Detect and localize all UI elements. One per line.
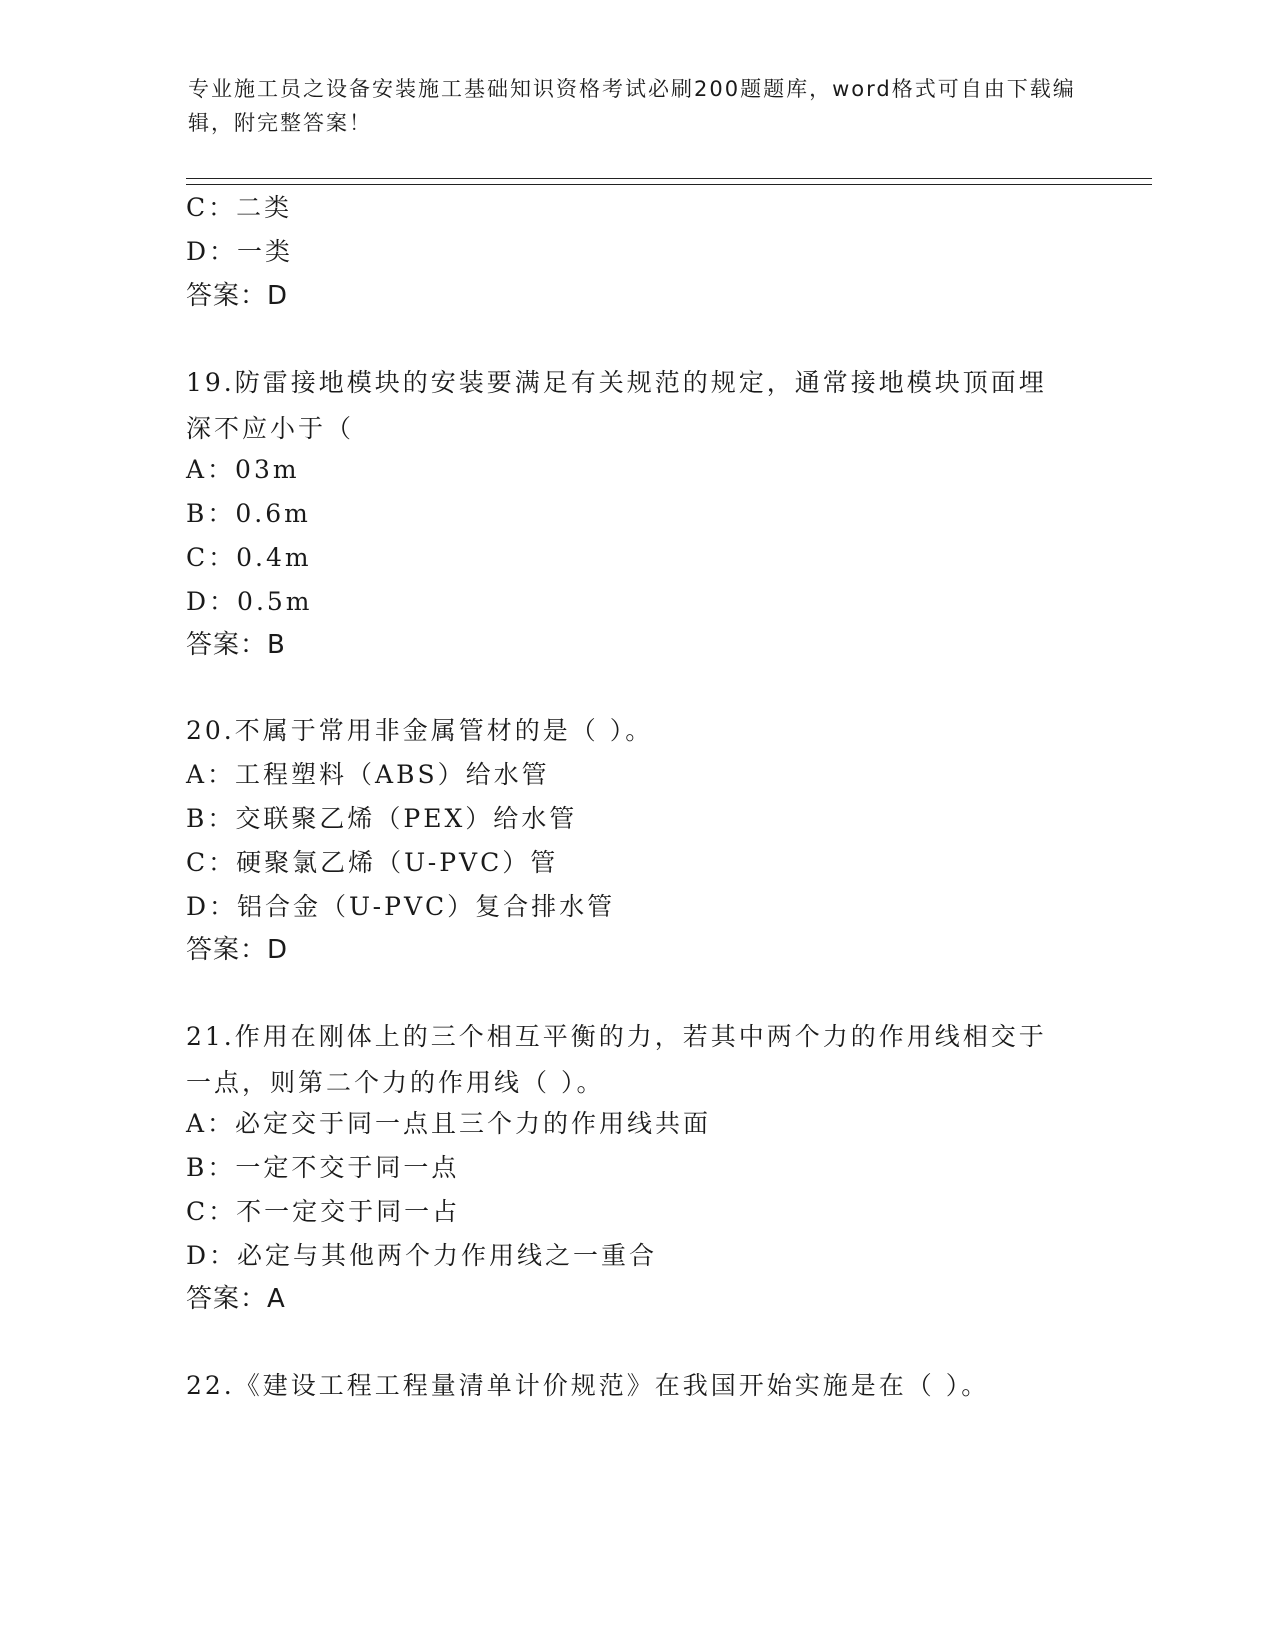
option-b: B：一定不交于同一点 (186, 1153, 460, 1182)
option-d: D：0.5m (186, 587, 313, 616)
option-c: C：硬聚氯乙烯（U-PVC）管 (186, 848, 559, 877)
option-c: C：不一定交于同一占 (186, 1197, 461, 1226)
option-a: A：03m (186, 455, 300, 484)
option-b: B：0.6m (186, 499, 311, 528)
option-d: D：一类 (186, 237, 294, 266)
question-stem: 20.不属于常用非金属管材的是（ ）。 (186, 716, 654, 745)
question-stem: 19.防雷接地模块的安装要满足有关规范的规定，通常接地模块顶面埋深不应小于（ (186, 368, 1047, 443)
answer-label: 答案：D (186, 935, 289, 965)
answer-label: 答案：B (186, 630, 286, 660)
option-c: C：二类 (186, 193, 293, 222)
document-header: 专业施工员之设备安装施工基础知识资格考试必刷200题题库，word格式可自由下载编辑，附完整答案！ (188, 77, 1076, 135)
answer-label: 答案：A (186, 1284, 286, 1314)
option-a: A：必定交于同一点且三个力的作用线共面 (186, 1109, 712, 1138)
question-stem: 22.《建设工程工程量清单计价规范》在我国开始实施是在（ ）。 (186, 1371, 990, 1400)
question-stem: 21.作用在刚体上的三个相互平衡的力，若其中两个力的作用线相交于一点，则第二个力的作用线（ ）。 (186, 1022, 1047, 1097)
option-d: D：必定与其他两个力作用线之一重合 (186, 1241, 658, 1270)
option-a: A：工程塑料（ABS）给水管 (186, 760, 550, 789)
option-c: C：0.4m (186, 543, 312, 572)
header-divider (186, 178, 1152, 185)
option-b: B：交联聚乙烯（PEX）给水管 (186, 804, 578, 833)
option-d: D：铝合金（U-PVC）复合排水管 (186, 892, 616, 921)
answer-label: 答案：D (186, 281, 289, 311)
